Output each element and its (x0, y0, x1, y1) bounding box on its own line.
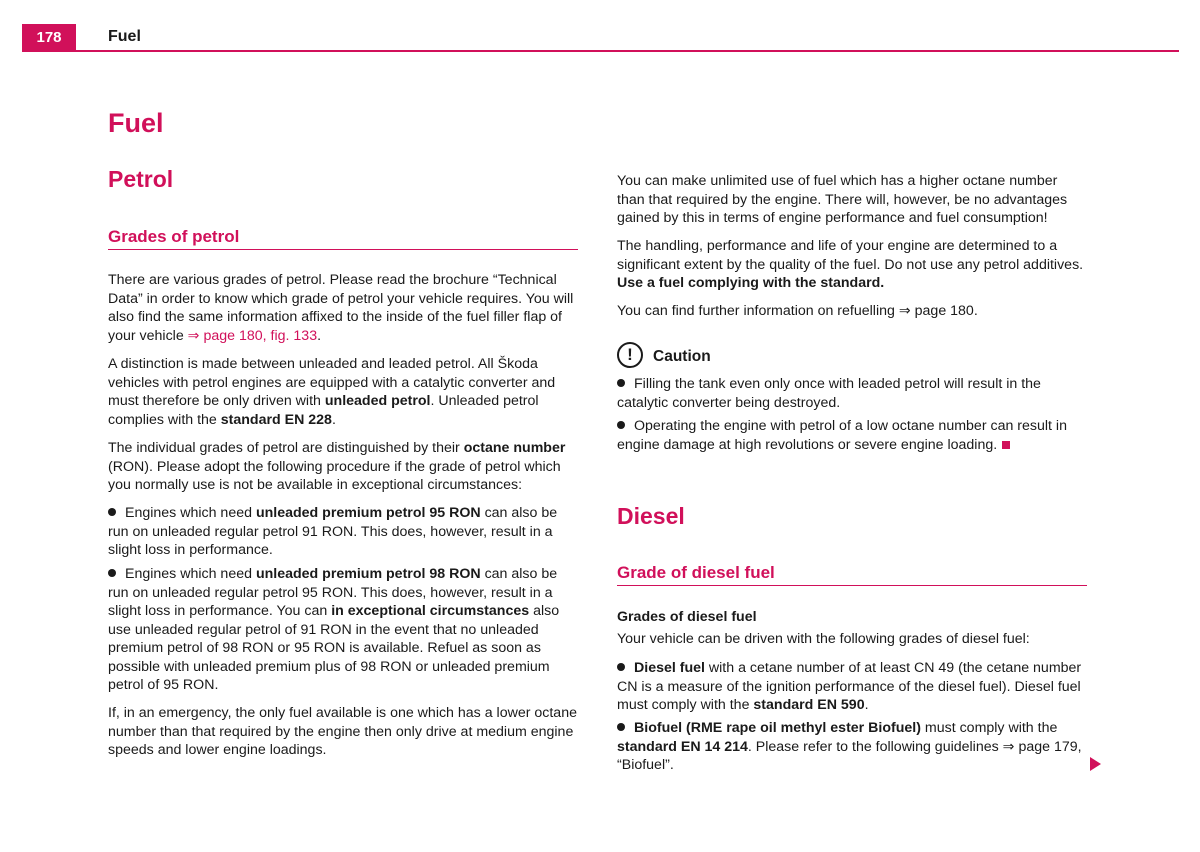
caution-label: Caution (653, 347, 711, 365)
paragraph-unleaded: A distinction is made between unleaded and leaded petrol. All Škoda vehicles with petrol engines are equipped with a catalytic converter and must therefore be only driven with unleaded petrol. Unleaded petrol complies with the standard EN 228. (108, 356, 556, 428)
paragraph-higher-octane: You can make unlimited use of fuel which has a higher octane number than that required by the engine. There will, however, be no advantages gained by this in terms of engine performance and fuel consumption! (617, 173, 1068, 226)
caution-header (617, 342, 711, 368)
list-item: Filling the tank even only once with leaded petrol will result in the catalytic converter being destroyed. (617, 376, 1041, 411)
bold-label: Grades of diesel fuel (617, 609, 757, 625)
bullet-icon (108, 569, 116, 577)
next-page-arrow-icon[interactable] (1090, 757, 1101, 771)
end-mark-icon (1002, 441, 1010, 449)
bullet-icon (617, 421, 625, 429)
list-item: Operating the engine with petrol of a low octane number can result in engine damage at high revolutions or severe engine loading. (617, 418, 1067, 453)
page-link[interactable]: ⇒ page 180, fig. 133 (187, 327, 318, 344)
paragraph-octane: The individual grades of petrol are distinguished by their octane number (RON). Please adopt the following procedure if the grade of petrol which you normally use is not be available in exceptional circumstances: (108, 440, 566, 493)
bullet-icon (617, 379, 625, 387)
list-item: Engines which need unleaded premium petrol 98 RON can also be run on unleaded regular petrol 95 RON. This does, however, result in a slight loss in performance. You can in exceptional circumstances also use unleaded regular petrol of 91 RON in the event that no unleaded premium petrol of 98 RON or 95 RON is available. Refuel as soon as possible with unleaded premium plus of 98 RON or unleaded premium petrol of 95 RON. (108, 566, 560, 693)
page-title: Fuel (108, 108, 164, 138)
bullet-icon (108, 508, 116, 516)
list-item: Diesel fuel with a cetane number of at least CN 49 (the cetane number CN is a measure of the ignition performance of the diesel fuel). Diesel fuel must comply with the standard EN 590. (617, 660, 1082, 713)
paragraph-diesel-grades: Your vehicle can be driven with the following grades of diesel fuel: (617, 631, 1030, 647)
section-heading-petrol: Petrol (108, 166, 174, 192)
page-header (22, 24, 1179, 52)
subheading-grade-of-diesel: Grade of diesel fuel (617, 564, 1087, 586)
list-item: Biofuel (RME rape oil methyl ester Biofuel) must comply with the standard EN 14 214. Please refer to the following guidelines ⇒ page 179, “Biofuel”. (617, 720, 1082, 773)
paragraph-fuel-quality: The handling, performance and life of your engine are determined to a significant extent by the quality of the fuel. Do not use any petrol additives. Use a fuel complying with the standard. (617, 238, 1084, 291)
header-title: Fuel (108, 28, 141, 45)
subheading-grades-of-petrol: Grades of petrol (108, 228, 578, 250)
paragraph-emergency: If, in an emergency, the only fuel available is one which has a lower octane number than that required by the engine then only drive at medium engine speeds and lower engine loadings. (108, 705, 577, 758)
list-item: Engines which need unleaded premium petrol 95 RON can also be run on unleaded regular petrol 91 RON. This does, however, result in a slight loss in performance. (108, 505, 558, 558)
paragraph-grades: There are various grades of petrol. Please read the brochure “Technical Data” in order to know which grade of petrol your vehicle requires. You will also find the same information affixed to the inside of the fuel filler flap of your vehicle ⇒ page 180, fig. 133. (108, 272, 574, 344)
paragraph-refuelling: You can find further information on refuelling ⇒ page 180. (617, 303, 978, 319)
exclamation-icon: ! (617, 342, 643, 368)
section-heading-diesel: Diesel (617, 503, 685, 529)
bullet-icon (617, 663, 625, 671)
bullet-icon (617, 723, 625, 731)
page-number: 178 (22, 24, 76, 50)
